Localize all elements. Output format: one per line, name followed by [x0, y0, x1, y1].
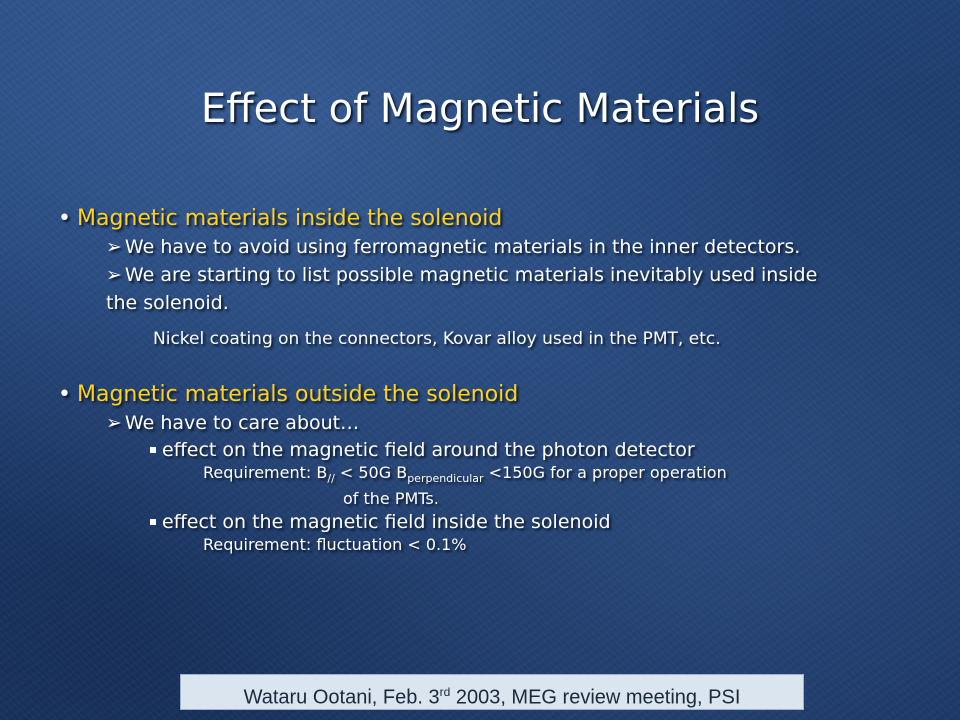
- footer-box: [180, 674, 804, 710]
- bullet-outside-label: Magnetic materials outside the solenoid: [76, 382, 519, 407]
- square-bullet-icon: [150, 447, 156, 453]
- subitem-care-about: [106, 409, 938, 437]
- subitem-avoid-ferromagnetic: [106, 233, 938, 261]
- bullet-dot-icon: •: [58, 382, 71, 407]
- subitem-listing-materials: [106, 261, 938, 289]
- requirement-photon-detector: [203, 463, 938, 489]
- footer-text: Wataru Ootani, Feb. 3: [243, 686, 440, 709]
- subsubitem-inside-solenoid: [150, 509, 938, 535]
- bullet-inside-solenoid: [58, 205, 938, 233]
- square-bullet-icon: [150, 519, 156, 525]
- arrow-bullet-icon: ➢: [106, 264, 122, 286]
- subitem-text: the solenoid.: [106, 292, 229, 314]
- slide-content: [58, 205, 938, 555]
- req-text: < 50G B: [334, 463, 408, 482]
- footer-text: 2003, MEG review meeting, PSI: [450, 686, 741, 709]
- subitem-text: We have to avoid using ferromagnetic materials in the inner detectors.: [124, 236, 801, 258]
- bullet-outside-solenoid: [58, 381, 938, 409]
- req-text: Requirement: B: [203, 463, 328, 482]
- req-text: <150G for a proper operation: [483, 463, 727, 482]
- materials-note: Nickel coating on the connectors, Kovar alloy used in the PMT, etc.: [153, 329, 721, 349]
- req-subscript: //: [327, 472, 335, 486]
- subitem-text: We have to care about…: [124, 412, 360, 434]
- arrow-bullet-icon: ➢: [106, 236, 122, 258]
- req-subscript: perpendicular: [407, 472, 484, 486]
- arrow-bullet-icon: ➢: [106, 412, 122, 434]
- subitem-text: We are starting to list possible magnetic materials inevitably used inside: [124, 264, 818, 286]
- subsubitem-photon-detector: [150, 437, 938, 463]
- requirement-photon-detector-cont: of the PMTs.: [343, 489, 439, 509]
- bullet-dot-icon: •: [58, 206, 71, 231]
- subitem-listing-materials-cont: [106, 289, 938, 317]
- subsubitem-text: effect on the magnetic field around the photon detector: [162, 439, 695, 461]
- slide-title: Effect of Magnetic Materials: [200, 86, 760, 132]
- footer-superscript: rd: [439, 685, 451, 699]
- requirement-fluctuation: Requirement: fluctuation < 0.1%: [203, 535, 467, 555]
- bullet-inside-label: Magnetic materials inside the solenoid: [76, 206, 503, 231]
- subsubitem-text: effect on the magnetic field inside the solenoid: [162, 511, 611, 534]
